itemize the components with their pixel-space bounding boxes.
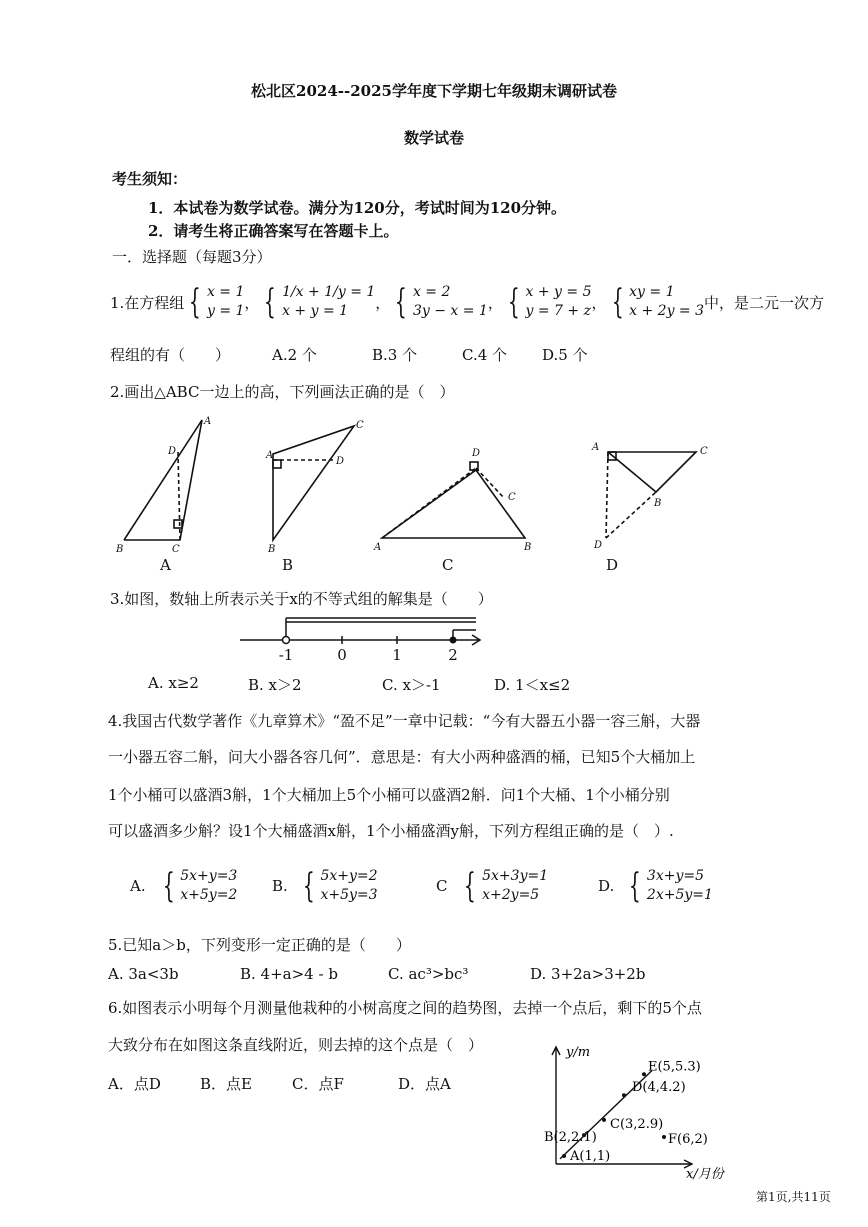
q4-line-2: 一小器五容二斛，问大小器各容几何”．意思是：有大小两种盛酒的桶，已知5个大桶加上 — [108, 748, 696, 766]
svg-text:D: D — [168, 446, 177, 457]
q4-line-3: 1个小桶可以盛酒3斛，1个大桶加上5个小桶可以盛酒2斛．问1个大桶、1个小桶分别 — [108, 786, 670, 804]
svg-text:-1: -1 — [278, 646, 294, 664]
q6-point-label-5: F(6,2) — [668, 1132, 708, 1147]
svg-text:D: D — [472, 448, 481, 459]
svg-text:A: A — [160, 556, 171, 574]
q3-number-line — [236, 612, 486, 666]
svg-text:B: B — [116, 544, 124, 555]
question-3: 3.如图，数轴上所表示关于x的不等式组的解集是（ ） — [110, 590, 493, 608]
q6-point-label-4: E(5,5.3) — [648, 1059, 701, 1075]
q6-option-d: D．点A — [398, 1075, 451, 1093]
question-1: 1.在方程组 { x = 1 y = 1 ， { 1/x + 1/y = 1 x + y = 1 ， { x = 2 3y − x = 1 ， { x + y = 5 y = 7 + z ， { xy = 1 x + 2y = 3 中，是二元一次方 — [110, 282, 825, 322]
q1-prefix: 1.在方程组 — [110, 293, 185, 312]
q6-point-label-2: C(3,2.9) — [610, 1116, 664, 1132]
notice-heading: 考生须知： — [112, 170, 188, 188]
q1-suffix: 中，是二元一次方 — [704, 293, 825, 312]
q6-option-a: A．点D — [108, 1075, 161, 1093]
q4-option-d: D. { 3x+y=5 2x+5y=1 — [598, 866, 713, 906]
svg-text:B: B — [282, 556, 294, 574]
svg-text:B: B — [524, 542, 532, 553]
svg-text:0: 0 — [337, 646, 347, 664]
svg-text:C: C — [172, 544, 180, 555]
q6-point-2 — [602, 1118, 606, 1122]
q3-option-a: A. x≥2 — [148, 674, 199, 692]
svg-text:A: A — [592, 442, 600, 453]
q1-system-5: { xy = 1 x + 2y = 3 — [611, 282, 705, 322]
svg-text:A: A — [266, 450, 274, 461]
svg-text:2: 2 — [448, 646, 458, 664]
q1-option-b: B.3 个 — [372, 346, 418, 364]
q3-option-d: D. 1＜x≤2 — [494, 676, 571, 694]
q4-line-1: 4.我国古代数学著作《九章算术》“盈不足”一章中记载：“今有大器五小器一容三斛，大器 — [108, 712, 701, 730]
svg-text:A: A — [374, 542, 382, 553]
q1-option-a: A.2 个 — [272, 346, 317, 364]
q5-option-c: C. ac³>bc³ — [388, 965, 469, 983]
q6-x-axis-label: x/月份 — [686, 1167, 724, 1180]
svg-text:B: B — [268, 544, 276, 555]
q6-option-c: C．点F — [292, 1075, 344, 1093]
q1-system-3: { x = 2 3y − x = 1 — [395, 282, 488, 322]
q3-option-b: B. x＞2 — [248, 676, 302, 694]
svg-text:C: C — [442, 556, 454, 574]
q4-option-a: A. { 5x+y=3 x+5y=2 — [130, 866, 238, 906]
q1-system-2: { 1/x + 1/y = 1 x + y = 1 — [264, 282, 376, 322]
q6-point-5 — [662, 1135, 666, 1139]
svg-text:B: B — [654, 498, 662, 509]
q1-option-d: D.5 个 — [542, 346, 588, 364]
q6-point-label-1: B(2,2.1) — [544, 1130, 597, 1146]
notice-item-1: 1．本试卷为数学试卷。满分为120分，考试时间为120分钟。 — [148, 199, 567, 217]
q1-option-c: C.4 个 — [462, 346, 508, 364]
q6-point-0 — [562, 1154, 566, 1158]
svg-text:1: 1 — [392, 646, 402, 664]
q6-point-label-0: A(1,1) — [570, 1149, 611, 1164]
q2-figure-b — [273, 426, 354, 540]
section-title: 一．选择题（每题3分） — [112, 248, 272, 266]
question-2: 2.画出△ABC一边上的高，下列画法正确的是（ ） — [110, 383, 455, 401]
q6-line-2: 大致分布在如图这条直线附近，则去掉的这个点是（ ） — [108, 1036, 484, 1054]
q5-option-b: B. 4+a>4 - b — [240, 965, 338, 983]
q5-option-a: A. 3a<3b — [108, 965, 179, 983]
question-5: 5.已知a＞b，下列变形一定正确的是（ ） — [108, 936, 411, 954]
q1-system-1: { x = 1 y = 1 — [189, 282, 245, 322]
svg-text:C: C — [508, 492, 516, 503]
q4-option-b: B. { 5x+y=2 x+5y=3 — [272, 866, 378, 906]
svg-text:D: D — [594, 540, 603, 551]
svg-text:C: C — [700, 446, 708, 457]
svg-text:A: A — [204, 416, 212, 427]
q1-line2: 程组的有（ ） — [110, 346, 231, 364]
q6-option-b: B．点E — [200, 1075, 252, 1093]
svg-text:D: D — [336, 456, 345, 467]
q5-option-d: D. 3+2a>3+2b — [530, 965, 646, 983]
svg-text:C: C — [356, 420, 364, 431]
q6-line-1: 6.如图表示小明每个月测量他栽种的小树高度之间的趋势图，去掉一个点后，剩下的5个点 — [108, 999, 702, 1017]
q4-line-4: 可以盛酒多少斛？设1个大桶盛酒x斛，1个小桶盛酒y斛，下列方程组正确的是（ ）. — [108, 822, 674, 840]
q6-point-label-3: D(4,4.2) — [632, 1080, 686, 1096]
q3-option-c: C. x＞-1 — [382, 676, 441, 694]
q2-figure-a — [124, 420, 202, 540]
q6-point-4 — [642, 1072, 646, 1076]
q2-figures — [110, 412, 730, 574]
q6-trend-graph — [540, 1040, 740, 1180]
notice-item-2: 2．请考生将正确答案写在答题卡上。 — [148, 222, 399, 240]
q6-point-3 — [622, 1093, 626, 1097]
q2-figure-c — [382, 462, 525, 538]
page-number: 第1页,共11页 — [756, 1190, 831, 1204]
exam-title: 松北区2024--2025学年度下学期七年级期末调研试卷 — [251, 82, 617, 100]
q2-figure-d — [606, 452, 696, 538]
q4-option-c: C { 5x+3y=1 x+2y=5 — [436, 866, 549, 906]
q1-system-4: { x + y = 5 y = 7 + z — [507, 282, 592, 322]
exam-subtitle: 数学试卷 — [403, 129, 464, 147]
q6-y-axis-label: y/m — [566, 1045, 591, 1060]
svg-text:D: D — [606, 556, 619, 574]
